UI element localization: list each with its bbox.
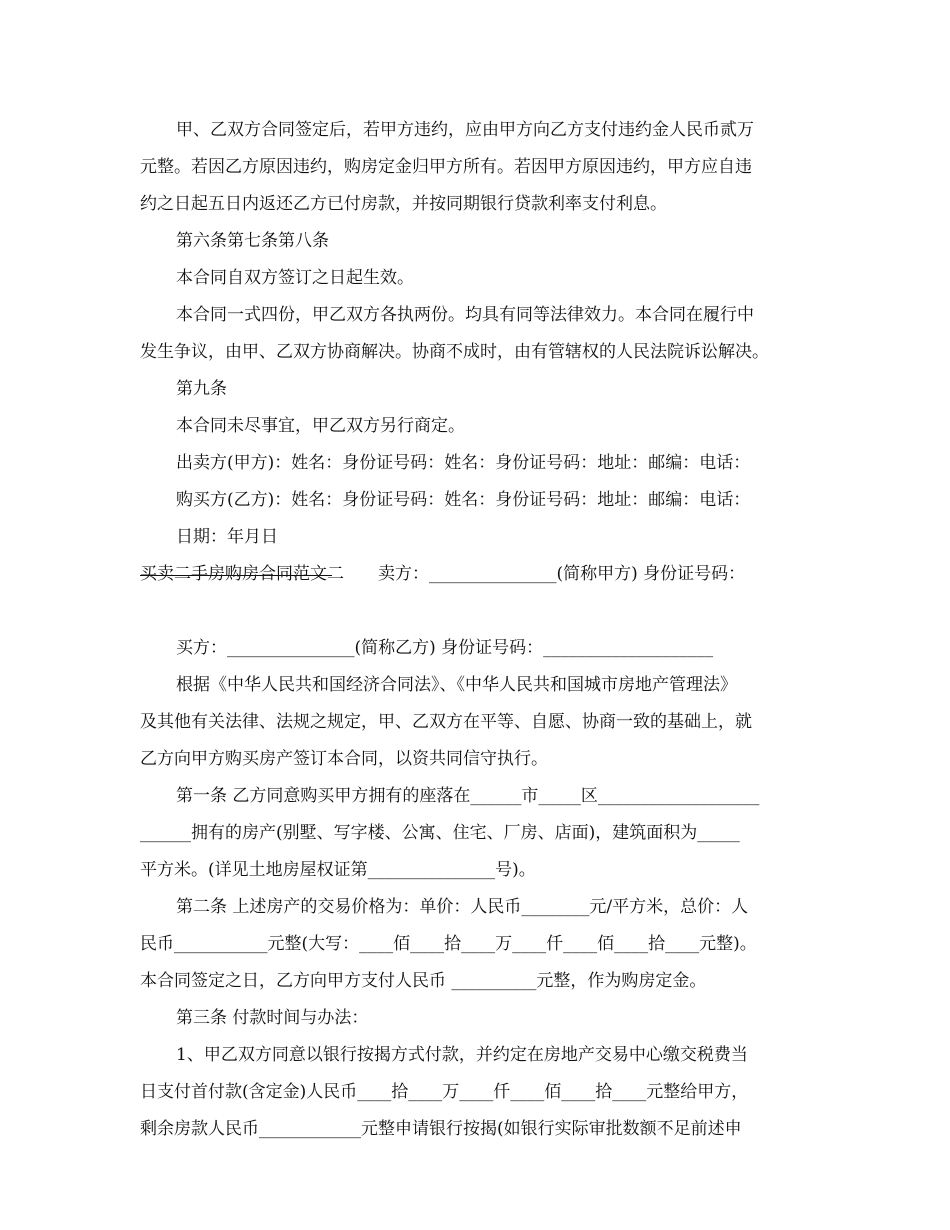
date-line: 日期：年月日 bbox=[176, 527, 278, 547]
section-title-line: 买卖二手房购房合同范文二 卖方：_______________(简称甲方) 身份证号码： bbox=[140, 564, 746, 584]
text-line-25: 1、甲乙双方同意以银行按揭方式付款，并约定在房地产交易中心缴交税费当 bbox=[176, 1045, 748, 1065]
text-line-27: 剩余房款人民币____________元整申请银行按揭(如银行实际审批数额不足前述申 bbox=[140, 1119, 742, 1139]
text-line-7: 发生争议，由甲、乙双方协商解决。协商不成时，由有管辖权的人民法院诉讼解决。 bbox=[140, 342, 769, 362]
article-1-line: 第一条 乙方同意购买甲方拥有的座落在______市_____区___________________ bbox=[176, 786, 760, 806]
text-line-6: 本合同一式四份，甲乙双方各执两份。均具有同等法律效力。本合同在履行中 bbox=[176, 305, 754, 325]
text-line-1: 甲、乙双方合同签定后，若甲方违约，应由甲方向乙方支付违约金人民币贰万 bbox=[176, 120, 754, 140]
seller-info-line: 出卖方(甲方)：姓名：身份证号码：姓名：身份证号码：地址：邮编：电话： bbox=[176, 453, 751, 473]
text-line-26: 日支付首付款(含定金)人民币____拾____万____仟____佰____拾____元整给甲方， bbox=[140, 1082, 749, 1102]
text-line-20: 平方米。(详见土地房屋权证第_______________号)。 bbox=[140, 860, 536, 880]
text-line-15: 根据《中华人民共和国经济合同法》、《中华人民共和国城市房地产管理法》 bbox=[176, 675, 737, 695]
text-line-3: 约之日起五日内返还乙方已付房款，并按同期银行贷款利率支付利息。 bbox=[140, 194, 667, 214]
text-line-17: 乙方向甲方购买房产签订本合同，以资共同信守执行。 bbox=[140, 749, 548, 769]
article-2-line: 第二条 上述房产的交易价格为：单价：人民币________元/平方米，总价：人 bbox=[176, 897, 749, 917]
buyer-party-line: 买方：_______________(简称乙方) 身份证号码：____________________ bbox=[176, 638, 714, 658]
article-3-line: 第三条 付款时间与办法： bbox=[176, 1008, 369, 1028]
text-line-9: 本合同未尽事宜，甲乙双方另行商定。 bbox=[176, 416, 465, 436]
text-line-23: 本合同签定之日，乙方向甲方支付人民币 __________元整，作为购房定金。 bbox=[140, 971, 707, 991]
blank-underline bbox=[140, 575, 332, 576]
text-line-5: 本合同自双方签订之日起生效。 bbox=[176, 268, 414, 288]
article-heading: 第九条 bbox=[176, 379, 227, 399]
text-line-2: 元整。若因乙方原因违约，购房定金归甲方所有。若因甲方原因违约，甲方应自违 bbox=[140, 157, 752, 177]
text-line-16: 及其他有关法律、法规之规定，甲、乙双方在平等、自愿、协商一致的基础上，就 bbox=[140, 712, 752, 732]
text-line-19: ______拥有的房产(别墅、写字楼、公寓、住宅、厂房、店面)，建筑面积为_____ bbox=[140, 823, 740, 843]
text-line-22: 民币___________元整(大写：____佰____拾____万____仟____佰____拾____元整)。 bbox=[140, 934, 757, 954]
buyer-info-line: 购买方(乙方)：姓名：身份证号码：姓名：身份证号码：地址：邮编：电话： bbox=[176, 490, 751, 510]
article-heading: 第六条第七条第八条 bbox=[176, 231, 329, 251]
